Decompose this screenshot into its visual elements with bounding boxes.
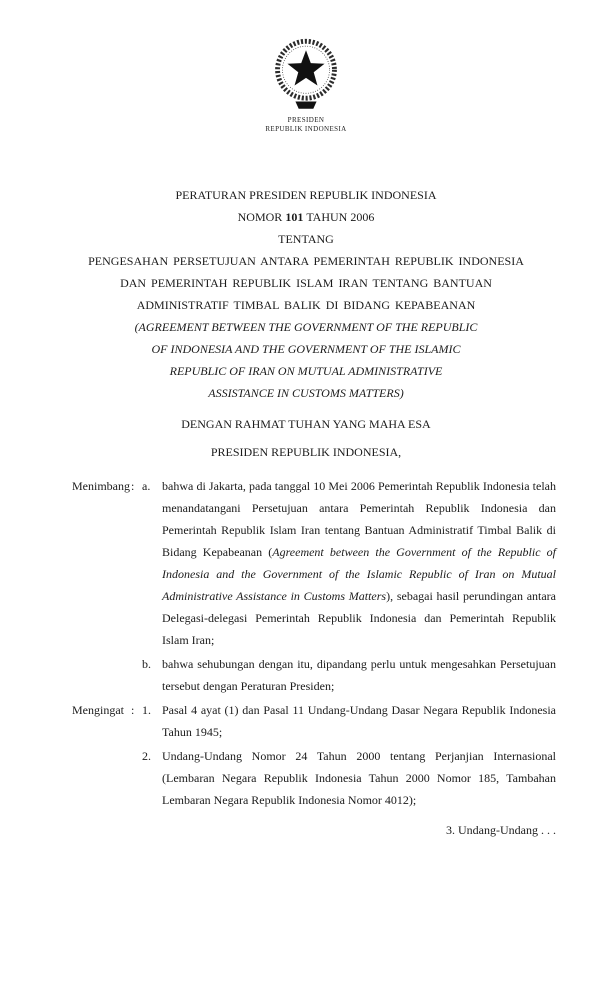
menimbang-item-a bbox=[72, 475, 556, 651]
regulation-title-line: PERATURAN PRESIDEN REPUBLIK INDONESIA bbox=[175, 188, 437, 202]
mengingat-item-1 bbox=[72, 699, 556, 743]
authority-line: PRESIDEN REPUBLIK INDONESIA, bbox=[210, 445, 402, 459]
list-marker: a. bbox=[142, 479, 151, 493]
nomor-suffix: TAHUN 2006 bbox=[306, 210, 375, 224]
menimbang-item-b bbox=[72, 653, 556, 697]
paragraph-text: Pasal 4 ayat (1) dan Pasal 11 Undang-Undang Dasar Negara Republik Indonesia Tahun 1945; bbox=[162, 703, 556, 739]
agreement-title-line: OF INDONESIA AND THE GOVERNMENT OF THE ISLAMIC bbox=[151, 342, 461, 356]
subject-line: DAN PEMERINTAH REPUBLIK ISLAM IRAN TENTANG BANTUAN bbox=[120, 276, 492, 290]
preamble-block bbox=[0, 475, 612, 811]
agreement-inline-title: Agreement between the Government of the Republic of Indonesia and the Government of the Islamic Republic of Iran on Mutual Administrative Assistance in Customs Matters bbox=[162, 545, 556, 603]
invocation-line: DENGAN RAHMAT TUHAN YANG MAHA ESA bbox=[181, 417, 431, 431]
menimbang-label: Menimbang bbox=[72, 479, 130, 493]
regulation-number-line bbox=[0, 206, 612, 228]
nomor-number: 101 bbox=[285, 210, 304, 224]
mengingat-item-2 bbox=[72, 745, 556, 811]
agreement-title-line: (AGREEMENT BETWEEN THE GOVERNMENT OF THE REPUBLIC bbox=[134, 320, 478, 334]
page-catchword: 3. Undang-Undang . . . bbox=[446, 823, 556, 837]
subject-line: PENGESAHAN PERSETUJUAN ANTARA PEMERINTAH REPUBLIK INDONESIA bbox=[88, 254, 524, 268]
list-marker: 2. bbox=[142, 749, 151, 763]
paragraph-text: bahwa di Jakarta, pada tanggal 10 Mei 2006 Pemerintah Republik Indonesia telah menandatangani Persetujuan antara Pemerintah Republik Indonesia dan Pemerintah Republik Islam Iran tentang Bantuan Administratif Timbal Balik di Bidang Kepabeanan (Agreement between the Government of the Republic of Indonesia and the Government of the Islamic Republic of Iran on Mutual Administrative Assistance in Customs Matters), sebagai hasil perundingan antara Delegasi-delegasi Pemerintah Republik Indonesia dan Pemerintah Republik Islam Iran; bbox=[162, 479, 557, 647]
menimbang-colon: : bbox=[131, 479, 135, 493]
title-block bbox=[0, 184, 612, 463]
paragraph-text: Undang-Undang Nomor 24 Tahun 2000 tentang Perjanjian Internasional (Lembaran Negara Republik Indonesia Tahun 2000 Nomor 185, Tambahan Lembaran Negara Republik Indonesia Nomor 4012); bbox=[162, 749, 556, 807]
agreement-title-line: REPUBLIC OF IRAN ON MUTUAL ADMINISTRATIVE bbox=[169, 364, 443, 378]
mengingat-colon: : bbox=[131, 703, 135, 717]
list-marker: b. bbox=[142, 657, 151, 671]
presidential-seal-icon bbox=[265, 34, 347, 112]
list-marker: 1. bbox=[142, 703, 151, 717]
subject-line: ADMINISTRATIF TIMBAL BALIK DI BIDANG KEPABEANAN bbox=[136, 298, 476, 312]
institution-name-line2: REPUBLIK INDONESIA bbox=[265, 125, 347, 133]
agreement-title-line: ASSISTANCE IN CUSTOMS MATTERS) bbox=[208, 386, 404, 400]
letterhead bbox=[0, 0, 612, 134]
institution-name-line1: PRESIDEN bbox=[287, 116, 325, 124]
mengingat-label: Mengingat bbox=[72, 703, 124, 717]
tentang-line: TENTANG bbox=[278, 232, 334, 246]
nomor-prefix: NOMOR bbox=[237, 210, 283, 224]
paragraph-text: bahwa sehubungan dengan itu, dipandang perlu untuk mengesahkan Persetujuan tersebut dengan Peraturan Presiden; bbox=[162, 657, 556, 693]
